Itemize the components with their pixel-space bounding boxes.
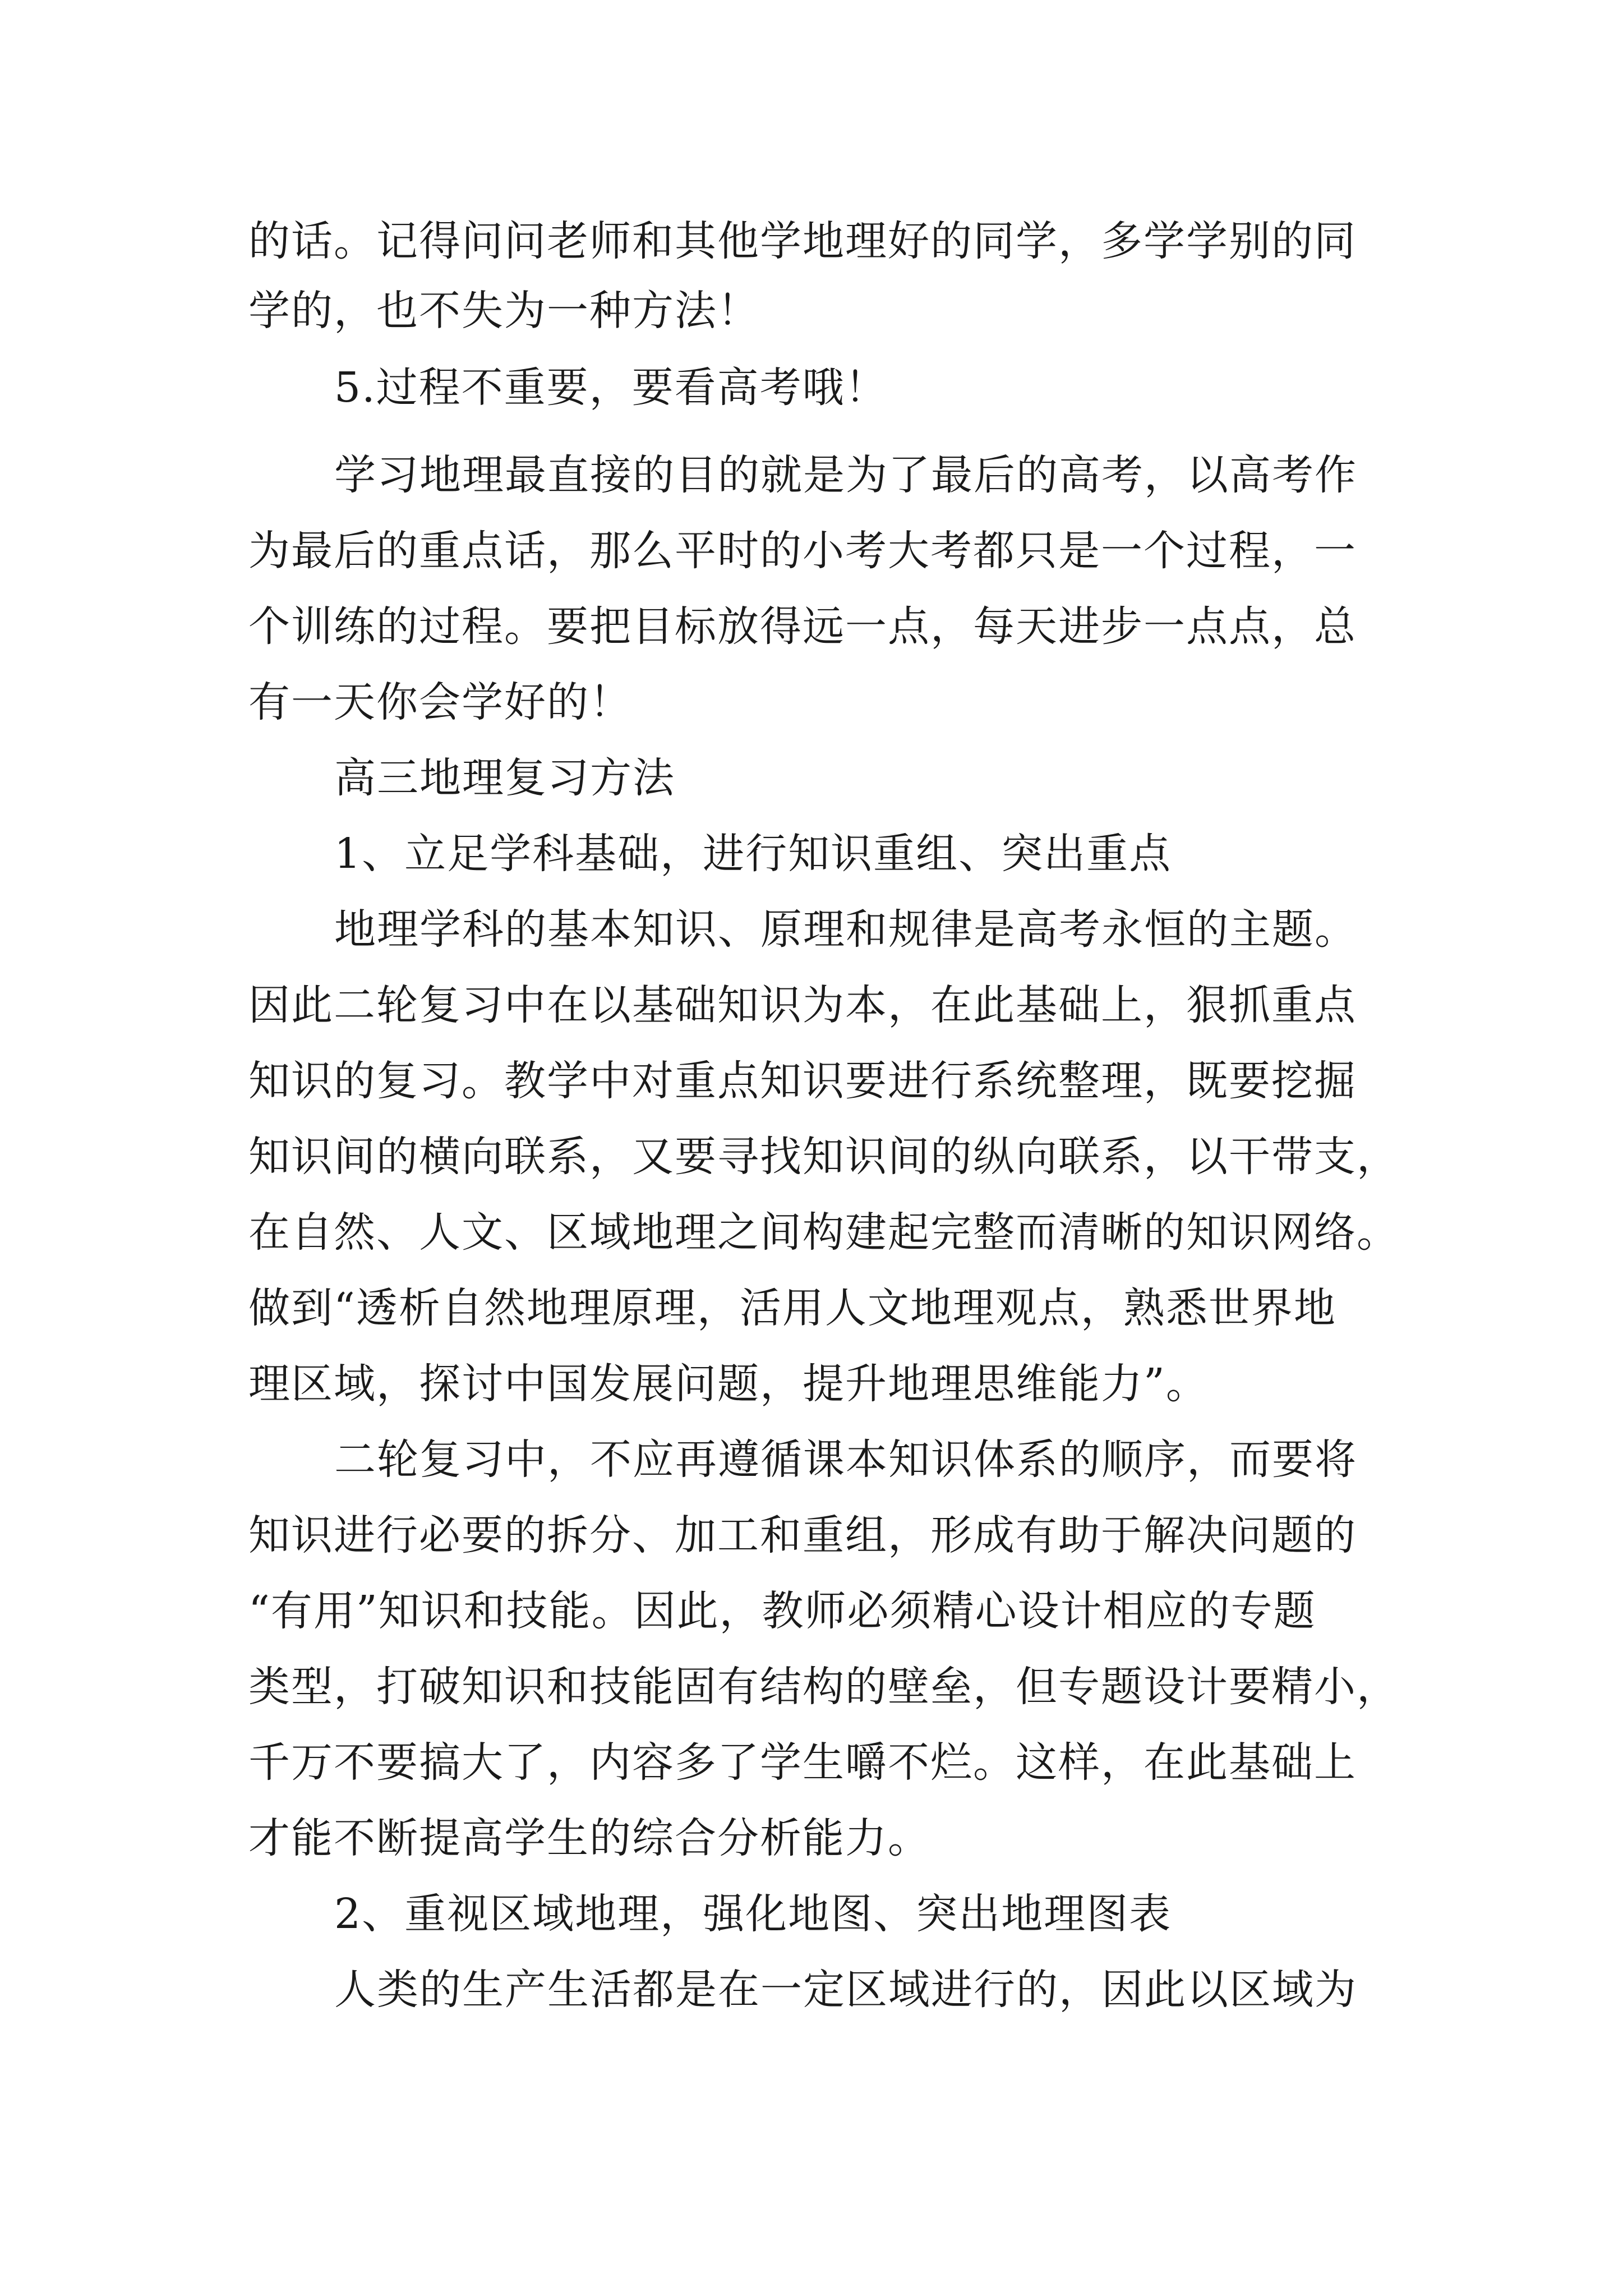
text-line: 有一天你会学好的！ <box>248 678 632 726</box>
text-line: 在自然、人文、区域地理之间构建起完整而清晰的知识网络。 <box>248 1208 1399 1257</box>
text-line: 知识间的横向联系，又要寻找知识间的纵向联系，以干带支， <box>248 1133 1399 1181</box>
subsection-heading: 2、重视区域地理，强化地图、突出地理图表 <box>334 1890 1172 1938</box>
text-line: 5.过程不重要，要看高考哦！ <box>334 364 888 412</box>
text-line: 人类的生产生活都是在一定区域进行的，因此以区域为 <box>334 1966 1357 2014</box>
text-line: “有用”知识和技能。因此，教师必须精心设计相应的专题 <box>248 1587 1316 1635</box>
text-line: 个训练的过程。要把目标放得远一点，每天进步一点点，总 <box>248 602 1357 651</box>
text-line: 理区域，探讨中国发展问题，提升地理思维能力”。 <box>248 1360 1209 1408</box>
text-line: 类型，打破知识和技能固有结构的壁垒，但专题设计要精小， <box>248 1663 1399 1711</box>
text-line: 学的，也不失为一种方法！ <box>248 287 760 335</box>
text-line: 知识的复习。教学中对重点知识要进行系统整理，既要挖掘 <box>248 1057 1357 1105</box>
text-line: 二轮复习中，不应再遵循课本知识体系的顺序，而要将 <box>334 1435 1357 1484</box>
text-line: 知识进行必要的拆分、加工和重组，形成有助于解决问题的 <box>248 1511 1357 1559</box>
text-line: 为最后的重点话，那么平时的小考大考都只是一个过程，一 <box>248 527 1357 575</box>
text-line: 学习地理最直接的目的就是为了最后的高考，以高考作 <box>334 451 1357 499</box>
text-line: 千万不要搞大了，内容多了学生嚼不烂。这样，在此基础上 <box>248 1738 1357 1787</box>
subsection-heading: 1、立足学科基础，进行知识重组、突出重点 <box>334 830 1172 878</box>
text-line: 地理学科的基本知识、原理和规律是高考永恒的主题。 <box>334 905 1357 954</box>
text-line: 才能不断提高学生的综合分析能力。 <box>248 1814 930 1862</box>
text-line: 因此二轮复习中在以基础知识为本，在此基础上，狠抓重点 <box>248 981 1357 1029</box>
section-heading: 高三地理复习方法 <box>334 754 675 802</box>
text-line: 的话。记得问问老师和其他学地理好的同学，多学学别的同 <box>248 217 1357 265</box>
text-line: 做到“透析自然地理原理，活用人文地理观点，熟悉世界地 <box>248 1284 1336 1332</box>
